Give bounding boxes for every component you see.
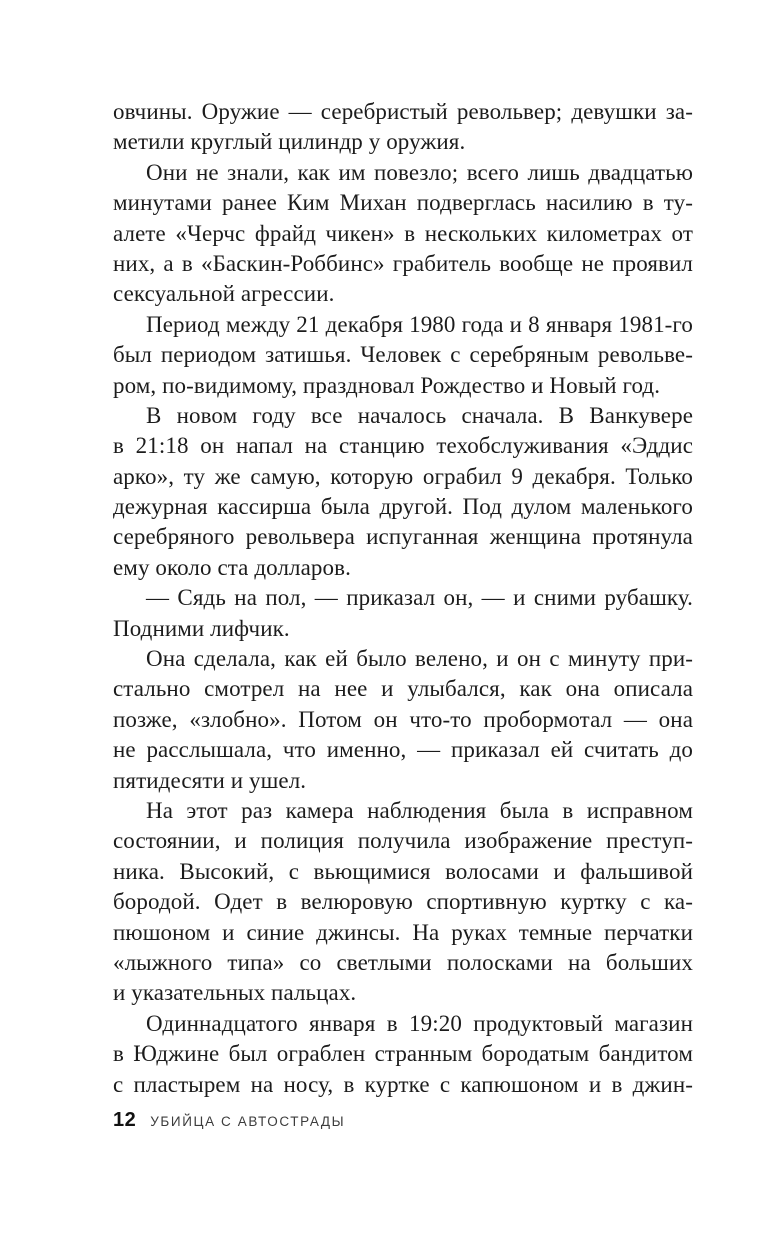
text-line: дежурная кассирша была другой. Под дулом маленького xyxy=(113,494,693,520)
text-line: овчины. Оружие — серебристый револьвер; девушки за- xyxy=(113,99,693,124)
body-text xyxy=(113,97,693,1100)
text-line: арко», ту же самую, которую ограбил 9 декабря. Только xyxy=(113,463,693,489)
text-line: позже, «злобно». Потом он что-то пробормотал — она xyxy=(113,706,693,732)
text-line: в 21:18 он напал на станцию техобслуживания «Эддис xyxy=(113,433,693,459)
page-number: 12 xyxy=(113,1109,137,1131)
text-line: был периодом затишья. Человек с серебряным револьве- xyxy=(113,342,693,368)
text-line: Они не знали, как им повезло; всего лишь двадцатью xyxy=(146,159,693,185)
text-line: «лыжного типа» со светлыми полосками на больших xyxy=(113,949,693,975)
text-line: и указательных пальцах. xyxy=(113,980,357,1006)
text-line: сексуальной агрессии. xyxy=(113,281,335,307)
text-line: — Сядь на пол, — приказал он, — и сними рубашку. xyxy=(146,585,693,611)
text-line: В новом году все началось сначала. В Ванкувере xyxy=(146,402,693,428)
text-line: состоянии, и полиция получила изображение преступ- xyxy=(113,828,693,854)
text-line: них, а в «Баскин-Роббинс» грабитель вообще не проявил xyxy=(113,250,693,276)
text-line: Она сделала, как ей было велено, и он с минуту при- xyxy=(146,646,693,672)
page-footer xyxy=(113,1110,345,1130)
text-line: На этот раз камера наблюдения была в исправном xyxy=(146,797,693,823)
text-line: пюшоном и синие джинсы. На руках темные перчатки xyxy=(113,919,693,945)
text-line: Одиннадцатого января в 19:20 продуктовый магазин xyxy=(146,1010,693,1036)
text-line: Период между 21 декабря 1980 года и 8 января 1981-го xyxy=(146,311,693,337)
running-title: УБИЙЦА С АВТОСТРАДЫ xyxy=(150,1114,346,1129)
text-line: стально смотрел на нее и улыбался, как она описала xyxy=(113,676,693,702)
text-line: метили круглый цилиндр у оружия. xyxy=(113,129,466,155)
text-line: ему около ста долларов. xyxy=(113,554,351,580)
text-line: в Юджине был ограблен странным бородатым бандитом xyxy=(113,1041,693,1067)
text-line: Подними лифчик. xyxy=(113,615,290,641)
text-line: минутами ранее Ким Михан подверглась насилию в ту- xyxy=(113,190,693,216)
text-line: серебряного револьвера испуганная женщина протянула xyxy=(113,524,693,550)
text-line: ника. Высокий, с вьющимися волосами и фальшивой xyxy=(113,858,693,884)
text-line: не расслышала, что именно, — приказал ей считать до xyxy=(113,737,693,763)
text-line: с пластырем на носу, в куртке с капюшоном и в джин- xyxy=(113,1071,693,1097)
text-line: алете «Черчс фрайд чикен» в нескольких километрах от xyxy=(113,220,693,246)
text-line: пятидесяти и ушел. xyxy=(113,767,307,793)
text-line: ром, по-видимому, праздновал Рождество и Новый год. xyxy=(113,372,661,398)
text-line: бородой. Одет в велюровую спортивную куртку с ка- xyxy=(113,889,693,915)
